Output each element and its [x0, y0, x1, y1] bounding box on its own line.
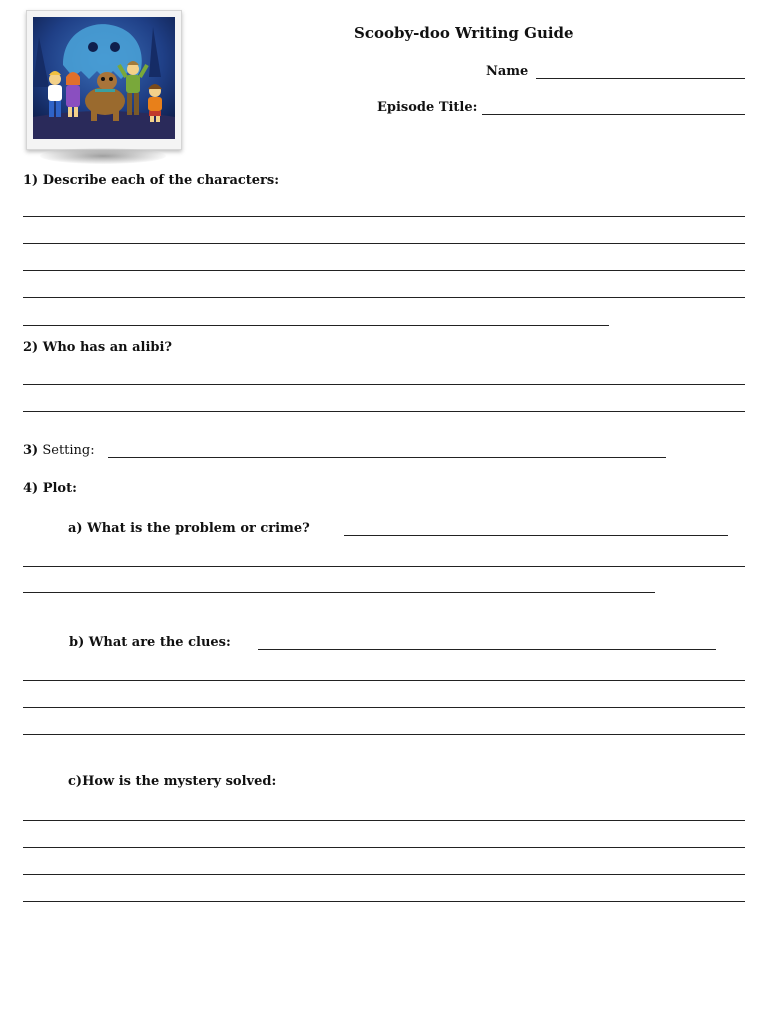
question-2-label: 2) Who has an alibi? [23, 340, 173, 355]
answer-line[interactable] [23, 680, 745, 681]
answer-line[interactable] [23, 411, 745, 412]
episode-title-field-line[interactable] [482, 114, 745, 115]
scooby-gang-illustration-icon [33, 17, 175, 139]
episode-title-label: Episode Title: [377, 100, 478, 115]
scooby-gang-photo [26, 10, 182, 150]
answer-line[interactable] [23, 734, 745, 735]
photo-shadow [40, 148, 166, 164]
name-field-line[interactable] [536, 78, 745, 79]
question-4b-label: b) What are the clues: [69, 635, 231, 650]
name-label: Name [486, 64, 529, 79]
setting-label: Setting: [42, 443, 95, 458]
answer-line[interactable] [23, 707, 745, 708]
answer-line[interactable] [23, 847, 745, 848]
answer-line[interactable] [23, 901, 745, 902]
answer-line[interactable] [23, 566, 745, 567]
answer-line[interactable] [23, 874, 745, 875]
question-4c-label: c)How is the mystery solved: [68, 774, 277, 789]
answer-line[interactable] [344, 535, 728, 536]
answer-line[interactable] [23, 243, 745, 244]
question-3-number: 3) [23, 443, 39, 458]
answer-line[interactable] [23, 384, 745, 385]
question-3-label [23, 443, 95, 458]
question-1-label: 1) Describe each of the characters: [23, 173, 280, 188]
question-4a-label: a) What is the problem or crime? [68, 521, 310, 536]
question-4-label: 4) Plot: [23, 481, 77, 496]
answer-line[interactable] [23, 592, 655, 593]
setting-field-line[interactable] [108, 457, 666, 458]
answer-line[interactable] [23, 297, 745, 298]
answer-line[interactable] [258, 649, 716, 650]
answer-line[interactable] [23, 820, 745, 821]
answer-line[interactable] [23, 325, 609, 326]
answer-line[interactable] [23, 216, 745, 217]
page-title: Scooby-doo Writing Guide [354, 24, 574, 42]
answer-line[interactable] [23, 270, 745, 271]
